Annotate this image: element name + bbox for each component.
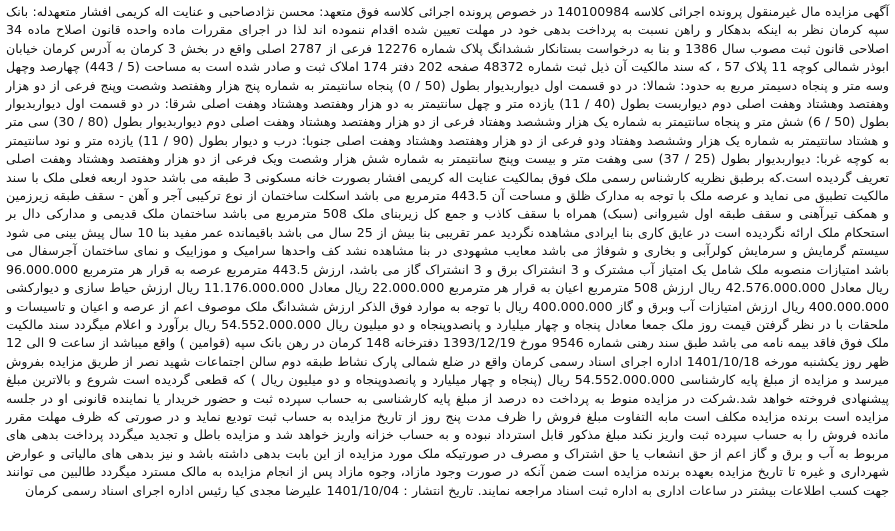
notice-body-text: آگهی مزایده مال غیرمنقول پرونده اجرائی کلاسه 140100984 در خصوص پرونده اجرائی کلاسه فوق متعهد: محسن نژادصاحبی و عنایت اله کریمی افشار متعهدله: بانک سپه کرمان نظر به اینکه بدهکار و راهن نسبت به پرداخت بدهی خود در مهلت تعیین شده اقدام ننموده اند لذا در اجرای مقررات ماده واحده قانون اصلاح ماده 34 اصلاحی قانون ثبت مصوب سال 1386 و بنا به درخواست بستانکار ششدانگ پلاک شماره 12276 فرعی از 2787 اصلی واقع در بخش 3 کرمان به آدرس کرمان خیابان ابوذر شمالی کوچه 11 پلاک 57 ، که سند مالکیت آن ذیل ثبت شماره 48372 صفحه 202 دفتر 174 املاک ثبت و صادر شده است به مساحت (5 / 443) چهارصد وچهل وسه متر و پنجاه دسیمتر مربع به حدود: شمالا: در دو قسمت اول دیواربدیوار بطول (50 / 0) پنجاه سانتیمتر به شماره پنج هزار وهفتصد وشصت وپنج فرعی از دو هزار وهفتصد وهشتاد وهفت اصلی دوم دیواربست بطول (40 / 11) یازده متر و چهل سانتیمتر به دو هزار وهفتصد وهشتاد وهفت اصلی شرقا: در دو قسمت اول دیواربدیوار بطول (50 / 6) شش متر و پنجاه سانتیمتر به شماره یک هزار وششصد وهفتاد فرعی از دو هزار وهفتصد وهشتاد وهفت اصلی دوم دیواربدیوار بطول (80 / 30) سی متر و هشتاد سانتیمتر به شماره یک هزار وششصد وهفتاد ودو فرعی از دو هزار وهفتصد وهشتاد وهفت اصلی جنوبا: درب و دیوار بطول (90 / 11) یازده متر و نود سانتیمتر به کوچه غربا: دیواربدیوار بطول (25 / 37) سی وهفت متر و بیست وپنج سانتیمتر به شماره شش هزار وشصت ویک فرعی از دو هزار وهفتصد وهشتاد وهفت اصلی تعریف گردیده است.که برطبق نظریه کارشناس رسمی ملک فوق بمالکیت عنایت اله کریمی افشار بصورت خانه مسکونی 3 طبقه می باشد حدود اربعه فعلی ملک با سند مالکیت تطبیق می نماید و عرصه ملک با توجه به مدارک ظلق و مساحت آن 443.5 مترمربع می باشد اسکلت ساختمان از نوع ترکیبی آجر و آهن - سقف طبقه زیرزمین و همکف تیرآهنی و سقف طبقه اول شیروانی (سبک) همراه با سقف کاذب و جمع کل زیربنای ملک 508 مترمربع می باشد ساختمان ملک قدیمی و مدارکی دال بر استحکام ملک ارائه نگردیده است در عایق کاری بنا ایرادی مشاهده نگردید عمر تقریبی بنا بیش از 25 سال می باشد باقیمانده عمر مفید بنا 10 سال پیش بینی می شود سیستم گرمایش و سرمایش کولرآبی و بخاری و شوفاژ می باشد معایب مشهودی در بنا مشاهده نشد کف واحدها سرامیک و موزاییک و نمای ساختمان آجرسفال می باشد امتیازات منصوبه ملک شامل یک امتیاز آب مشترک و 3 انشتراک برق و 3 انشتراک گاز می باشد، ارزش 443.5 مترمربع عرصه به قرار هر مترمربع 96.000.000 ریال معادل 42.576.000.000 ریال ارزش 508 مترمربع اعیان به قرار هر مترمربع 22.000.000 ریال معادل 11.176.000.000 ریال ارزش حیاط سازی و دیوارکشی 400.000.000 ریال ارزش امتیازات آب وبرق و گاز 400.000.000 ریال با توجه به موارد فوق الذکر ارزش ششدانگ ملک موصوف اعم از عرصه و اعیان و تاسیسات و ملحقات با در نظر گرفتن قیمت روز ملک جمعا معادل پنجاه و چهار میلیارد و پانصدوپنجاه و دو میلیون ریال 54.552.000.000 ریال برآورد و اعلام میگردد سند مالکیت ملک فوق فاقد بیمه نامه می باشد طبق سند رهنی شماره 9546 مورخ 1393/12/19 دفترخانه 148 کرمان در رهن بانک سپه (قوامین ) واقع میباشد از ساعت 9 الی 12 ظهر روز یکشنبه مورخه 1401/10/18 اداره اجرای اسناد رسمی کرمان واقع در ضلع شمالی پارک نشاط طبقه دوم سالن اجتماعات شهید نصر از طریق مزایده بفروش میرسد و مزایده از مبلغ پایه کارشناسی 54.552.000.000 ریال (پنجاه و چهار میلیارد و پانصدوپنجاه و دو میلیون ریال ) که قطعی گردیده است شروع و بالاترین مبلغ پیشنهادی فروخته خواهد شد.شرکت در مزایده منوط به پرداخت ده درصد از مبلغ پایه کارشناسی به حساب سپرده ثبت و حضور خریدار یا نماینده قانونی او در جلسه مزایده است برنده مزایده مکلف است مابه التفاوت مبلغ فروش را ظرف مدت پنج روز از تاریخ مزایده به حساب ثبت تودیع نماید و در صورتی که ظرف مهلت مقرر مانده فروش را به حساب سپرده ثبت واریز نکند مبلغ مذکور قابل استرداد نبوده و به حساب خزانه واریز خواهد شد و مزایده باطل و تجدید میگردد پرداخت بدهی های مربوط به آب و برق و گاز اعم از حق انشعاب یا حق اشتراک و مصرف در صورتیکه ملک مورد مزایده از این بابت بدهی داشته باشد و نیز بدهی های مالیاتی و عوارض شهرداری و غیره تا تاریخ مزایده بعهده برنده مزایده است ضمن آنکه در صورت وجود مازاد، وجوه مازاد پس از انجام مزایده به مالک مسترد میگردد طالبین می توانند جهت کسب اطلاعات بیشتر در ساعات اداری به اداره ثبت اسناد مراجعه نمایند. تاریخ انتشار : 1401/10/04 علیرضا مجدی کیا رئیس اداره اجرای اسناد رسمی کرمان [6,4,890,498]
